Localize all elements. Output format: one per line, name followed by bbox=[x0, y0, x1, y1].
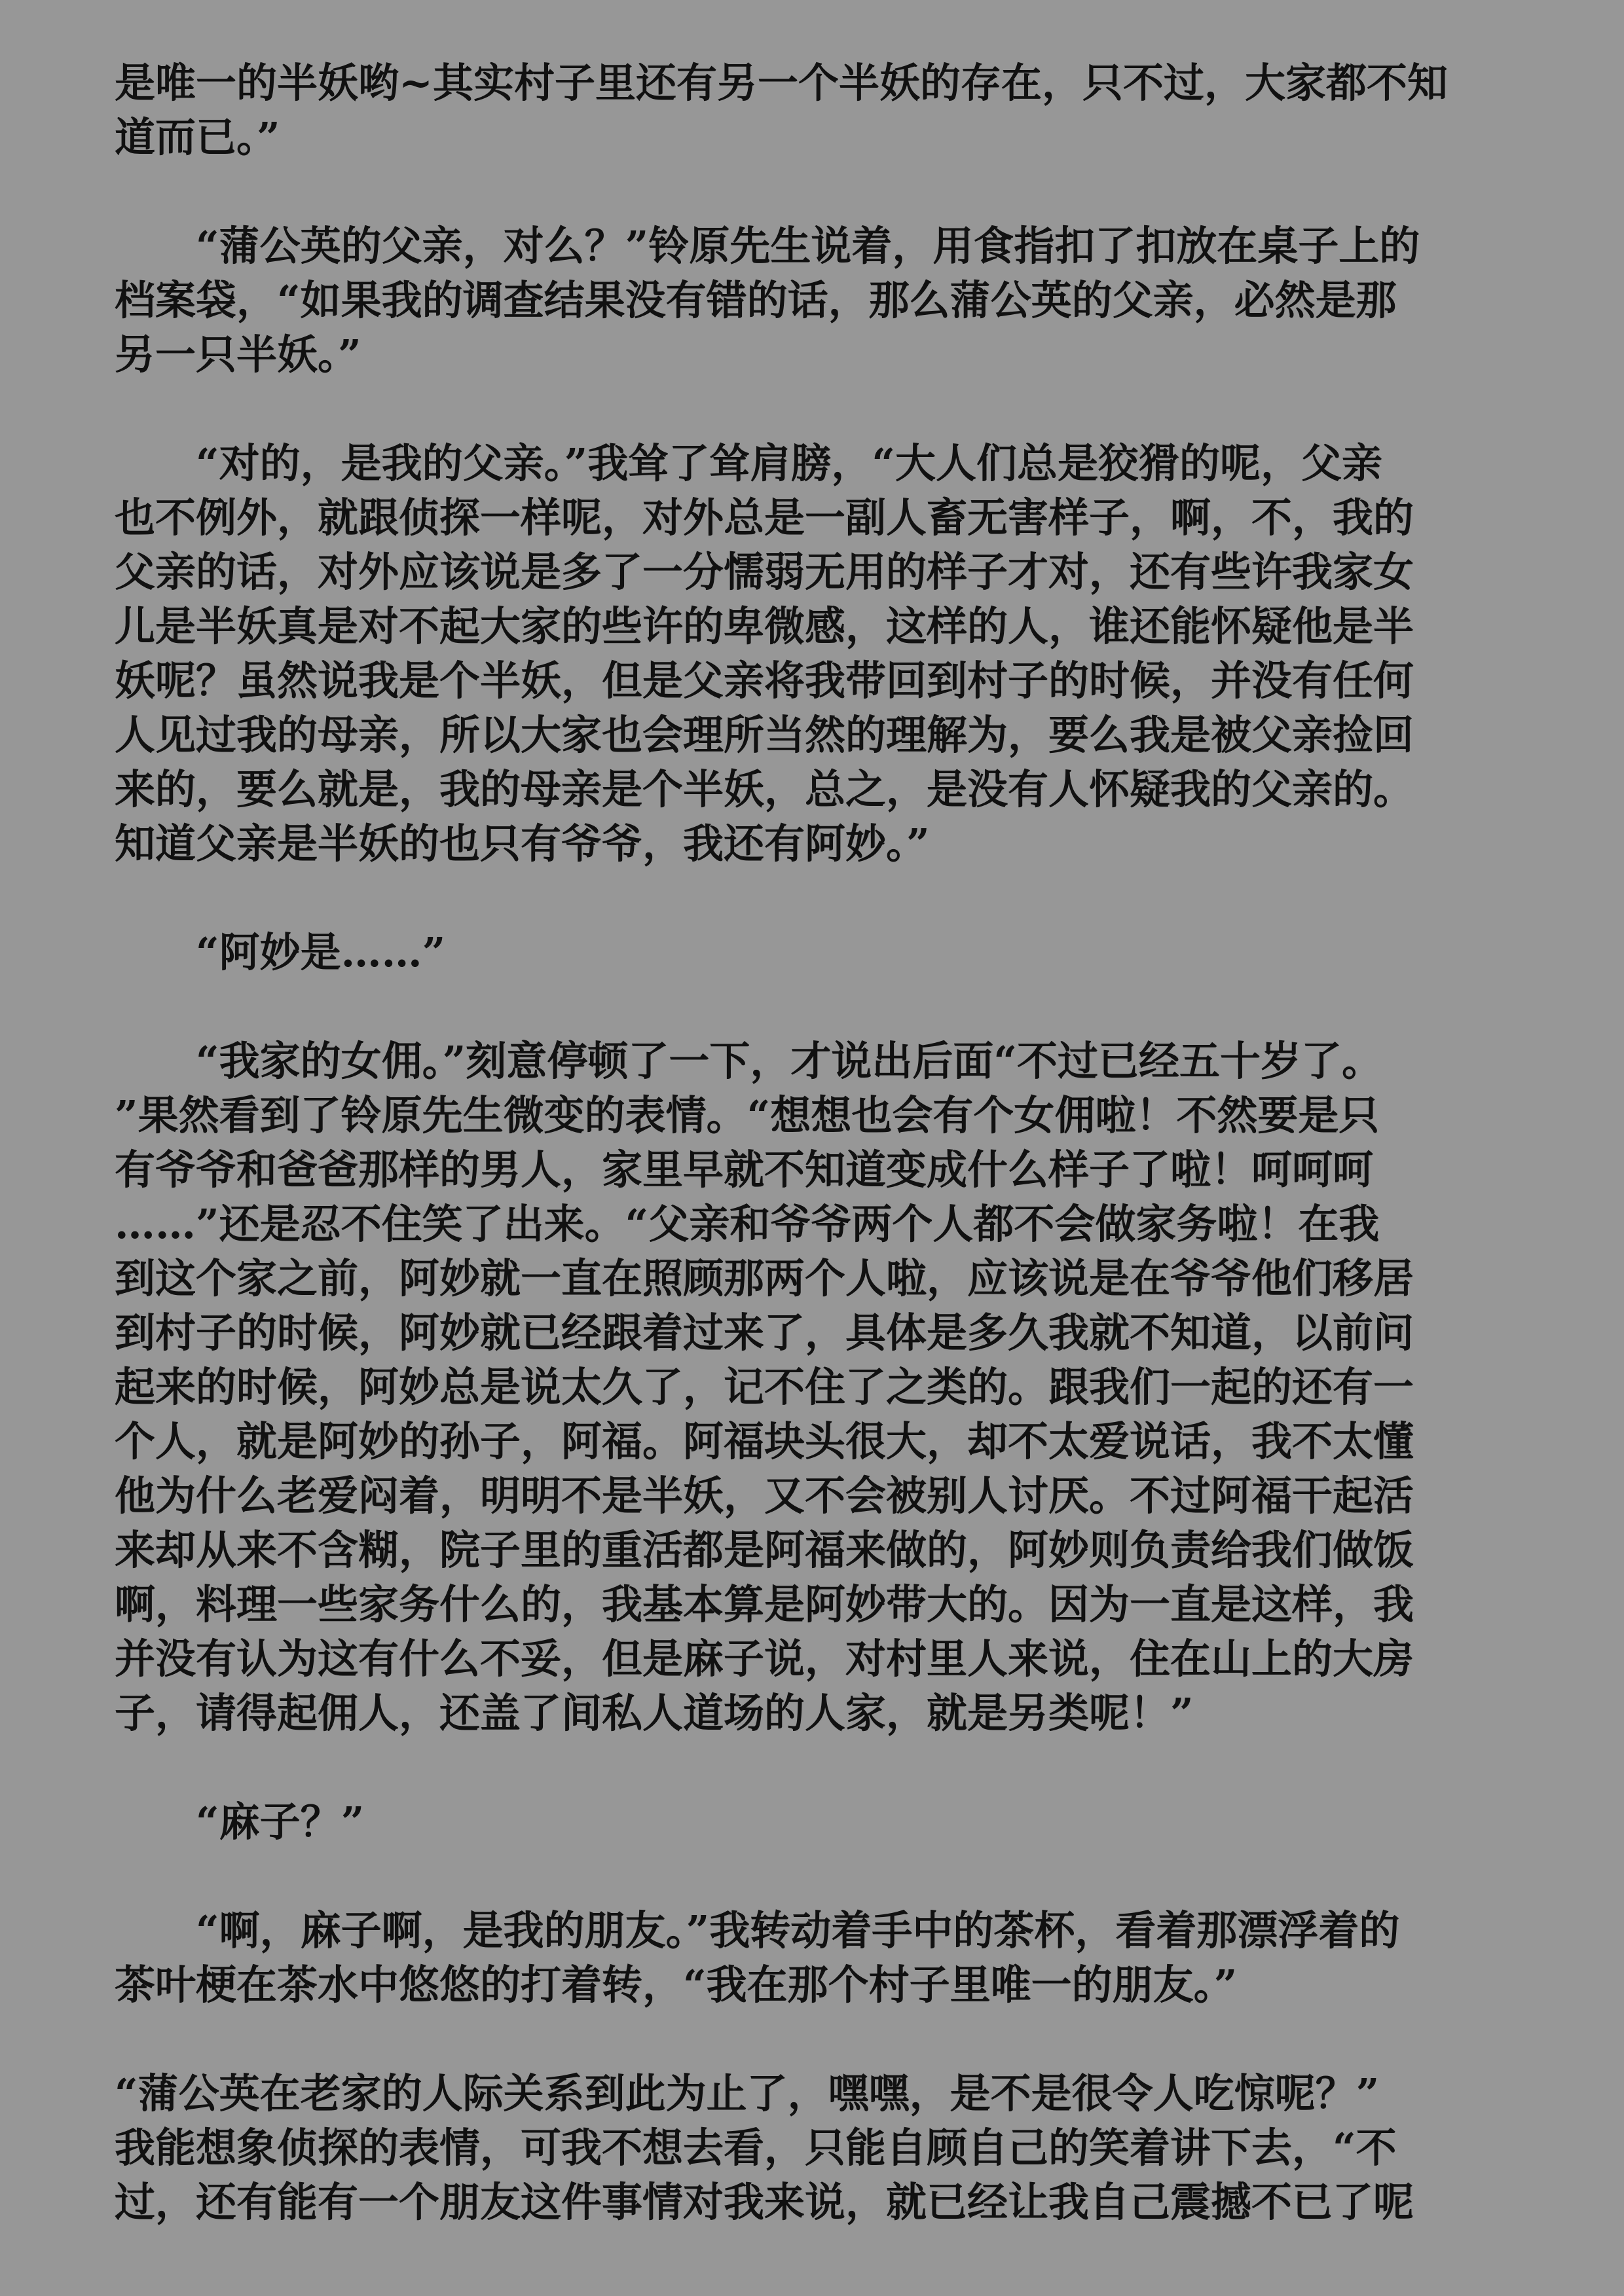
text-line: 我能想象侦探的表情，可我不想去看，只能自顾自己的笑着讲下去，“不 bbox=[115, 2124, 1397, 2172]
text-line: 父亲的话，对外应该说是多了一分懦弱无用的样子才对，还有些许我家女 bbox=[115, 548, 1414, 596]
paragraph bbox=[115, 1034, 1542, 1740]
text-line: 档案袋，“如果我的调查结果没有错的话，那么蒲公英的父亲，必然是那 bbox=[115, 276, 1397, 324]
text-line: 到村子的时候，阿妙就已经跟着过来了，具体是多久我就不知道，以前问 bbox=[115, 1309, 1414, 1357]
text-line: 妖呢？虽然说我是个半妖，但是父亲将我带回到村子的时候，并没有任何 bbox=[115, 657, 1414, 704]
paragraph-gap bbox=[115, 871, 1542, 925]
text-line: “啊，麻子啊，是我的朋友。”我转动着手中的茶杯，看着那漂浮着的 bbox=[115, 1906, 1400, 1954]
text-line: 子，请得起佣人，还盖了间私人道场的人家，就是另类呢！” bbox=[115, 1689, 1194, 1737]
paragraph-gap bbox=[115, 382, 1542, 436]
paragraph bbox=[115, 2066, 1542, 2229]
paragraph bbox=[115, 56, 1542, 164]
paragraph bbox=[115, 1795, 1542, 1849]
text-line: 儿是半妖真是对不起大家的些许的卑微感，这样的人，谁还能怀疑他是半 bbox=[115, 602, 1414, 650]
text-line: 知道父亲是半妖的也只有爷爷，我还有阿妙。” bbox=[115, 820, 930, 867]
paragraph-gap bbox=[115, 979, 1542, 1034]
text-line: 来却从来不含糊，院子里的重活都是阿福来做的，阿妙则负责给我们做饭 bbox=[115, 1526, 1414, 1574]
document-body bbox=[115, 56, 1542, 2229]
text-line: 并没有认为这有什么不妥，但是麻子说，对村里人来说，住在山上的大房 bbox=[115, 1635, 1414, 1683]
text-line: 啊，料理一些家务什么的，我基本算是阿妙带大的。因为一直是这样，我 bbox=[115, 1580, 1414, 1628]
text-line: 来的，要么就是，我的母亲是个半妖，总之，是没有人怀疑我的父亲的。 bbox=[115, 765, 1414, 813]
paragraph bbox=[115, 1903, 1542, 2012]
text-line: “对的，是我的父亲。”我耸了耸肩膀，“大人们总是狡猾的呢，父亲 bbox=[115, 439, 1382, 487]
text-line: 另一只半妖。” bbox=[115, 331, 361, 378]
text-line: 个人，就是阿妙的孙子，阿福。阿福块头很大，却不太爱说话，我不太懂 bbox=[115, 1417, 1414, 1465]
text-line: “阿妙是……” bbox=[115, 928, 446, 976]
paragraph bbox=[115, 436, 1542, 871]
text-line: 他为什么老爱闷着，明明不是半妖，又不会被别人讨厌。不过阿福干起活 bbox=[115, 1472, 1414, 1520]
text-line: 道而已。” bbox=[115, 113, 280, 161]
text-line: “蒲公英在老家的人际关系到此为止了，嘿嘿，是不是很令人吃惊呢？” bbox=[115, 2069, 1380, 2117]
text-line: ”果然看到了铃原先生微变的表情。“想想也会有个女佣啦！不然要是只 bbox=[115, 1091, 1380, 1139]
paragraph bbox=[115, 925, 1542, 979]
paragraph-gap bbox=[115, 2012, 1542, 2066]
text-line: 有爷爷和爸爸那样的男人，家里早就不知道变成什么样子了啦！呵呵呵 bbox=[115, 1146, 1374, 1194]
text-line: 到这个家之前，阿妙就一直在照顾那两个人啦，应该说是在爷爷他们移居 bbox=[115, 1254, 1414, 1302]
text-line: 过，还有能有一个朋友这件事情对我来说，就已经让我自己震撼不已了呢 bbox=[115, 2178, 1414, 2226]
text-line: “麻子？” bbox=[115, 1798, 365, 1846]
text-line: “我家的女佣。”刻意停顿了一下，才说出后面“不过已经五十岁了。 bbox=[115, 1037, 1382, 1085]
text-line: “蒲公英的父亲，对么？”铃原先生说着，用食指扣了扣放在桌子上的 bbox=[115, 222, 1420, 270]
text-line: 也不例外，就跟侦探一样呢，对外总是一副人畜无害样子，啊，不，我的 bbox=[115, 494, 1414, 541]
text-line: 人见过我的母亲，所以大家也会理所当然的理解为，要么我是被父亲捡回 bbox=[115, 711, 1414, 759]
text-line: ……”还是忍不住笑了出来。“父亲和爷爷两个人都不会做家务啦！在我 bbox=[115, 1200, 1380, 1248]
text-line: 起来的时候，阿妙总是说太久了，记不住了之类的。跟我们一起的还有一 bbox=[115, 1363, 1414, 1411]
text-line: 是唯一的半妖哟~其实村子里还有另一个半妖的存在，只不过，大家都不知 bbox=[115, 59, 1448, 107]
paragraph-gap bbox=[115, 1740, 1542, 1795]
text-line: 茶叶梗在茶水中悠悠的打着转，“我在那个村子里唯一的朋友。” bbox=[115, 1961, 1238, 2009]
paragraph bbox=[115, 219, 1542, 382]
paragraph-gap bbox=[115, 1849, 1542, 1903]
paragraph-gap bbox=[115, 164, 1542, 219]
